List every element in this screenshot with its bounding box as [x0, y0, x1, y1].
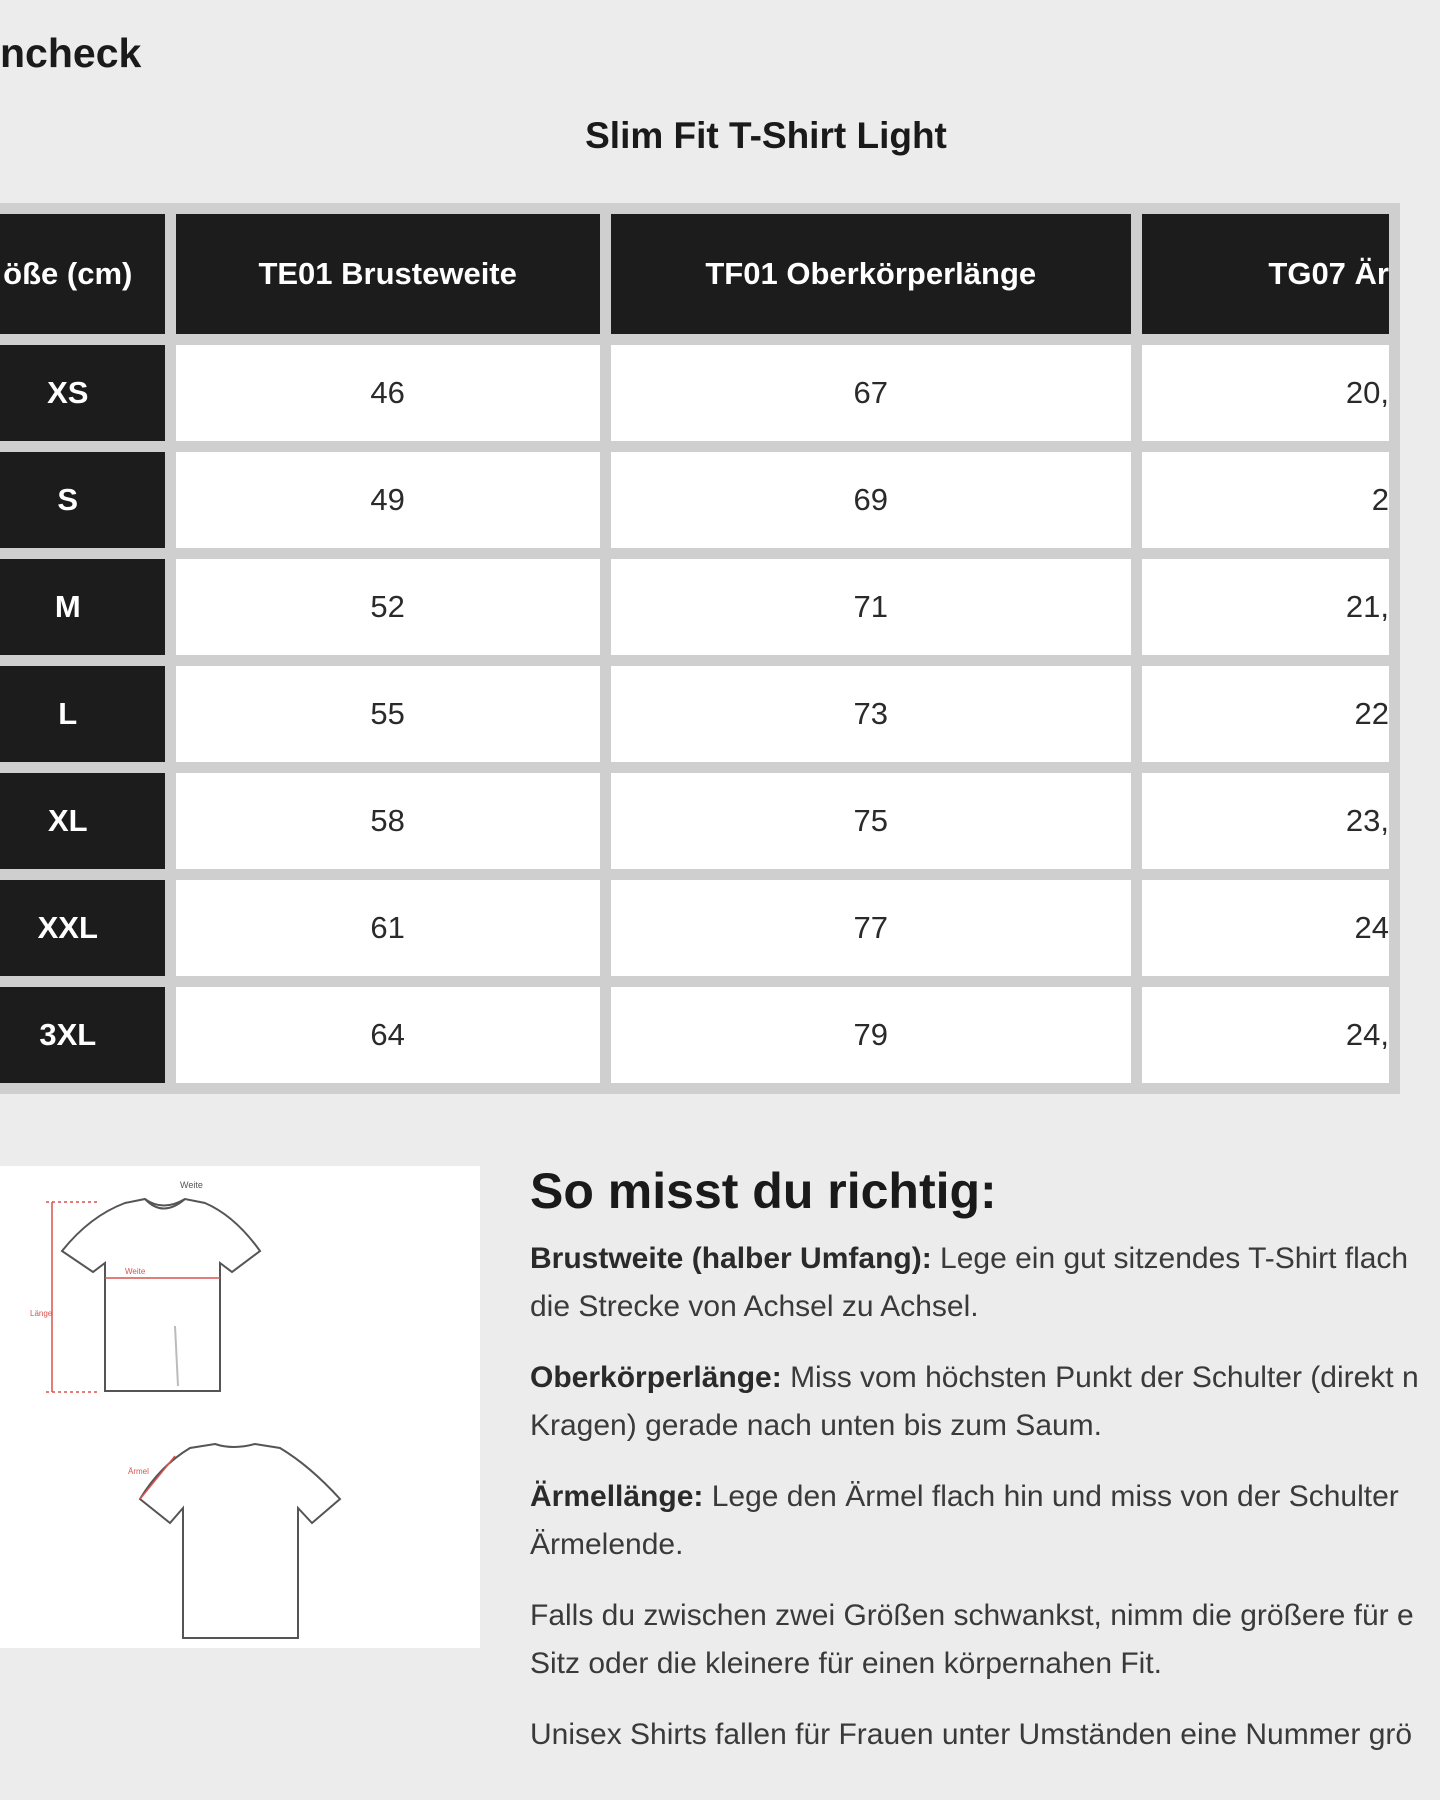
length-cell: 79 [611, 987, 1131, 1083]
tshirt-measure-illustration [0, 1166, 480, 1648]
table-row [0, 345, 1389, 441]
table-header-row [0, 214, 1389, 334]
chest-label: Brustweite (halber Umfang): [530, 1242, 932, 1275]
sleeve-cell: 24, [1142, 987, 1389, 1083]
measure-heading: So misst du richtig: [530, 1163, 997, 1219]
length-cell: 77 [611, 880, 1131, 976]
sleeve-measure-line [140, 1456, 175, 1499]
table-title: Slim Fit T-Shirt Light [585, 115, 947, 156]
instruction-unisex [530, 1711, 1440, 1759]
diagram-length-label: Länge [30, 1309, 53, 1318]
sleeve-cell: 23, [1142, 773, 1389, 869]
length-cell: 71 [611, 559, 1131, 655]
table-row [0, 880, 1389, 976]
size-cell: 3XL [0, 987, 165, 1083]
table-row [0, 666, 1389, 762]
chest-cell: 52 [176, 559, 600, 655]
chest-cell: 46 [176, 345, 600, 441]
length-cell: 73 [611, 666, 1131, 762]
measurement-diagram [0, 1166, 480, 1648]
back-shirt-outline [140, 1444, 340, 1638]
header-size: öße (cm) [0, 214, 165, 334]
front-shirt-outline [62, 1199, 260, 1391]
table-row [0, 452, 1389, 548]
chest-line1: Lege ein gut sitzendes T-Shirt flach [931, 1242, 1409, 1275]
length-cell: 75 [611, 773, 1131, 869]
length-cell: 69 [611, 452, 1131, 548]
between-line1: Falls du zwischen zwei Größen schwankst, nimm die größere für e [530, 1599, 1414, 1632]
instruction-between-sizes [530, 1592, 1440, 1688]
size-table [0, 203, 1400, 1094]
page-heading: ncheck [0, 30, 142, 76]
size-cell: XL [0, 773, 165, 869]
instruction-sleeve [530, 1473, 1440, 1569]
chest-cell: 64 [176, 987, 600, 1083]
length-line1: Miss vom höchsten Punkt der Schulter (direkt n [781, 1361, 1419, 1394]
sleeve-cell: 20, [1142, 345, 1389, 441]
sleeve-cell: 2 [1142, 452, 1389, 548]
size-cell: L [0, 666, 165, 762]
header-chest-width: TE01 Brusteweite [176, 214, 600, 334]
sleeve-line1: Lege den Ärmel flach hin und miss von der Schulter [703, 1480, 1399, 1513]
diagram-top-label: Weite [180, 1180, 203, 1190]
header-sleeve-length: TG07 Är [1142, 214, 1389, 334]
length-label: Oberkörperlänge: [530, 1361, 782, 1394]
length-cell: 67 [611, 345, 1131, 441]
sleeve-cell: 22 [1142, 666, 1389, 762]
table-row [0, 987, 1389, 1083]
sleeve-line2: Ärmelende. [530, 1528, 684, 1561]
chest-cell: 61 [176, 880, 600, 976]
sleeve-cell: 24 [1142, 880, 1389, 976]
diagram-sleeve-label: Ärmel [128, 1467, 149, 1476]
size-cell: S [0, 452, 165, 548]
table-row [0, 559, 1389, 655]
between-line2: Sitz oder die kleinere für einen körpernahen Fit. [530, 1647, 1163, 1680]
length-measure-line [46, 1202, 100, 1392]
sleeve-cell: 21, [1142, 559, 1389, 655]
chest-cell: 49 [176, 452, 600, 548]
header-body-length: TF01 Oberkörperlänge [611, 214, 1131, 334]
sleeve-label: Ärmellänge: [530, 1480, 704, 1513]
instruction-length [530, 1354, 1440, 1450]
chest-line2: die Strecke von Achsel zu Achsel. [530, 1290, 979, 1323]
size-cell: M [0, 559, 165, 655]
length-line2: Kragen) gerade nach unten bis zum Saum. [530, 1409, 1103, 1442]
size-cell: XXL [0, 880, 165, 976]
table-row [0, 773, 1389, 869]
diagram-chest-label: Weite [125, 1267, 146, 1276]
chest-cell: 55 [176, 666, 600, 762]
instruction-chest [530, 1235, 1440, 1331]
unisex-line1: Unisex Shirts fallen für Frauen unter Umständen eine Nummer grö [530, 1718, 1413, 1751]
chest-cell: 58 [176, 773, 600, 869]
size-cell: XS [0, 345, 165, 441]
